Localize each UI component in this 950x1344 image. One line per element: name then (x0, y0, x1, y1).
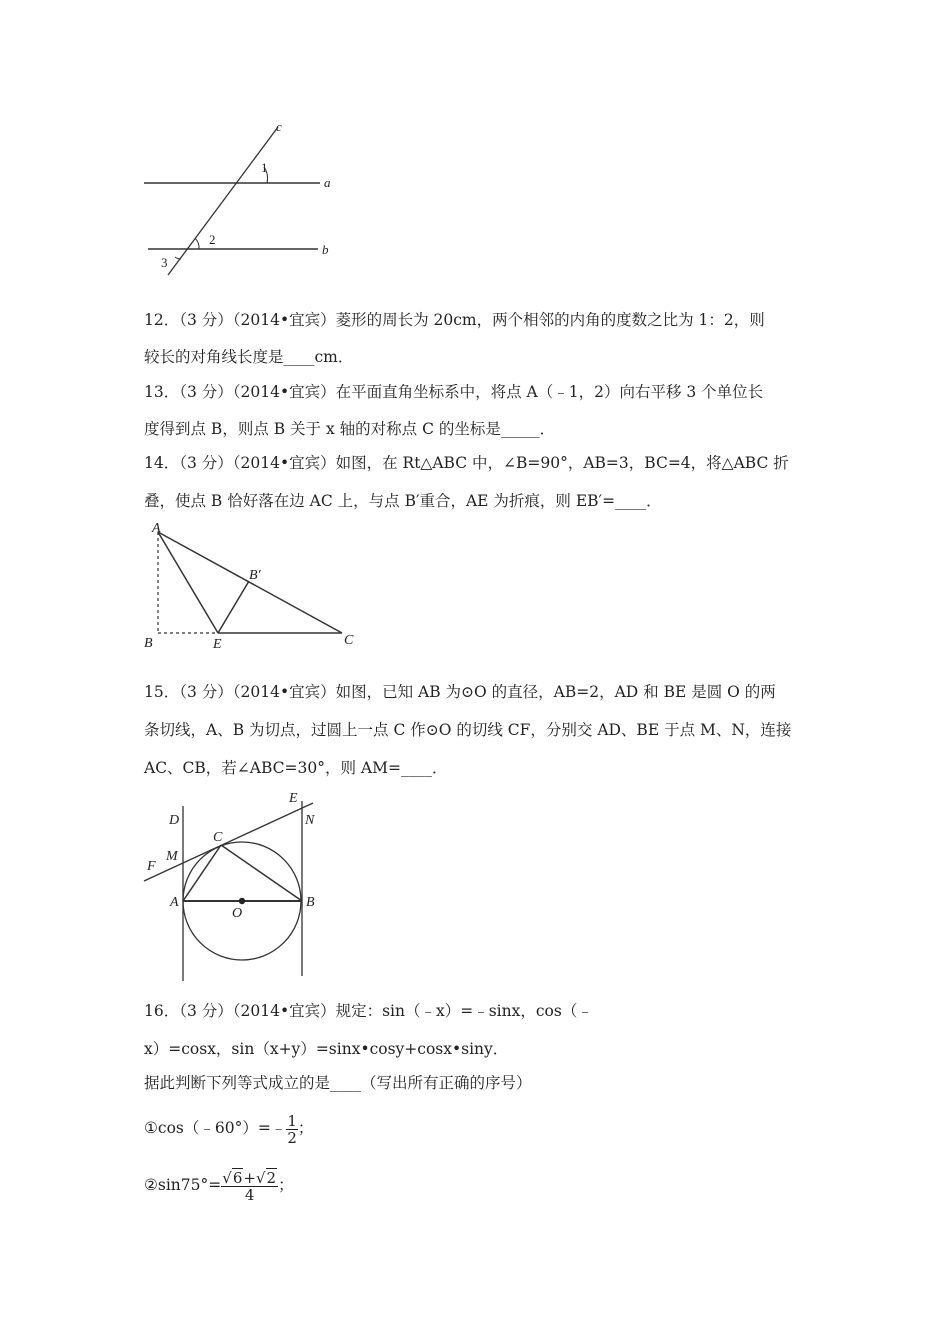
label-O: O (232, 906, 243, 921)
figure-folded-triangle (140, 518, 370, 658)
label-D: D (169, 813, 180, 828)
q14-line-1: 14．（3 分）（2014•宜宾）如图，在 Rt△ABC 中，∠B=90°，AB=3，BC=4，将△ABC 折 (144, 454, 789, 472)
q16-item-2-suffix: ； (278, 1176, 294, 1194)
q14-line-2: 叠，使点 B 恰好落在边 AC 上，与点 B′重合，AE 为折痕，则 EB′=____． (144, 492, 662, 510)
fraction-sqrt6-plus-sqrt2-over-4 (221, 1170, 278, 1203)
label-M: M (166, 849, 178, 864)
fraction-one-half (286, 1113, 298, 1146)
label-angle-1: 1 (261, 160, 268, 175)
label-C: C (213, 830, 223, 845)
segment-ae (158, 532, 218, 633)
figure-parallel-lines (140, 115, 340, 280)
q16-line-3: 据此判断下列等式成立的是____（写出所有正确的序号） (144, 1074, 532, 1092)
q15-line-2: 条切线，A、B 为切点，过圆上一点 C 作⊙O 的切线 CF，分别交 AD、BE 于点 M、N，连接 (144, 721, 792, 739)
label-C: C (344, 633, 354, 648)
center-o-dot (239, 898, 245, 904)
fraction-denominator: 4 (244, 1185, 255, 1204)
line-c (168, 127, 278, 275)
q16-item-1-prefix: ①cos（﹣60°）=﹣ (144, 1119, 287, 1137)
q12-line-2: 较长的对角线长度是____cm． (144, 348, 354, 366)
q16-item-2-prefix: ②sin75°= (144, 1176, 222, 1194)
label-F: F (147, 859, 156, 874)
label-B-prime: B′ (249, 568, 261, 583)
label-angle-3: 3 (161, 255, 168, 270)
q15-line-3: AC、CB，若∠ABC=30°，则 AM=____． (144, 759, 448, 777)
q16-line-2: x）=cosx，sin（x+y）=sinx•cosy+cosx•siny． (144, 1040, 509, 1058)
label-E: E (213, 637, 222, 652)
angle-2-arc (195, 238, 199, 249)
chord-ac (183, 845, 221, 901)
label-N: N (305, 813, 315, 828)
label-B: B (306, 895, 315, 910)
label-angle-2: 2 (209, 232, 216, 247)
q16-line-1: 16．（3 分）（2014•宜宾）规定：sin（﹣x）=﹣sinx，cos（﹣ (144, 1002, 593, 1020)
label-E: E (289, 791, 298, 806)
q13-line-2: 度得到点 B，则点 B 关于 x 轴的对称点 C 的坐标是_____． (144, 420, 556, 438)
fraction-numerator: √6+√2 (222, 1168, 277, 1187)
label-A: A (170, 895, 179, 910)
plus-sign: + (243, 1168, 256, 1187)
q16-item-2 (144, 1163, 294, 1207)
radicand-6: 6 (232, 1168, 243, 1187)
q16-item-1 (144, 1108, 313, 1148)
segment-eb-prime (218, 581, 249, 633)
fraction-numerator: 1 (287, 1111, 297, 1130)
radicand-2: 2 (266, 1168, 277, 1187)
figure-circle-tangents (140, 786, 330, 986)
label-a: a (324, 175, 331, 190)
label-b: b (322, 242, 329, 257)
label-c: c (276, 119, 282, 134)
label-B: B (144, 636, 153, 651)
q16-item-1-suffix: ； (297, 1119, 314, 1137)
label-A: A (152, 521, 161, 536)
chord-cb (221, 845, 302, 901)
q15-line-1: 15．（3 分）（2014•宜宾）如图，已知 AB 为⊙O 的直径，AB=2，AD 和 BE 是圆 O 的两 (144, 683, 776, 701)
q12-line-1: 12．（3 分）（2014•宜宾）菱形的周长为 20cm，两个相邻的内角的度数之比为 1：2，则 (144, 311, 765, 329)
q13-line-1: 13．（3 分）（2014•宜宾）在平面直角坐标系中，将点 A（﹣1，2）向右平移 3 个单位长 (144, 383, 764, 401)
fraction-denominator: 2 (287, 1128, 297, 1147)
